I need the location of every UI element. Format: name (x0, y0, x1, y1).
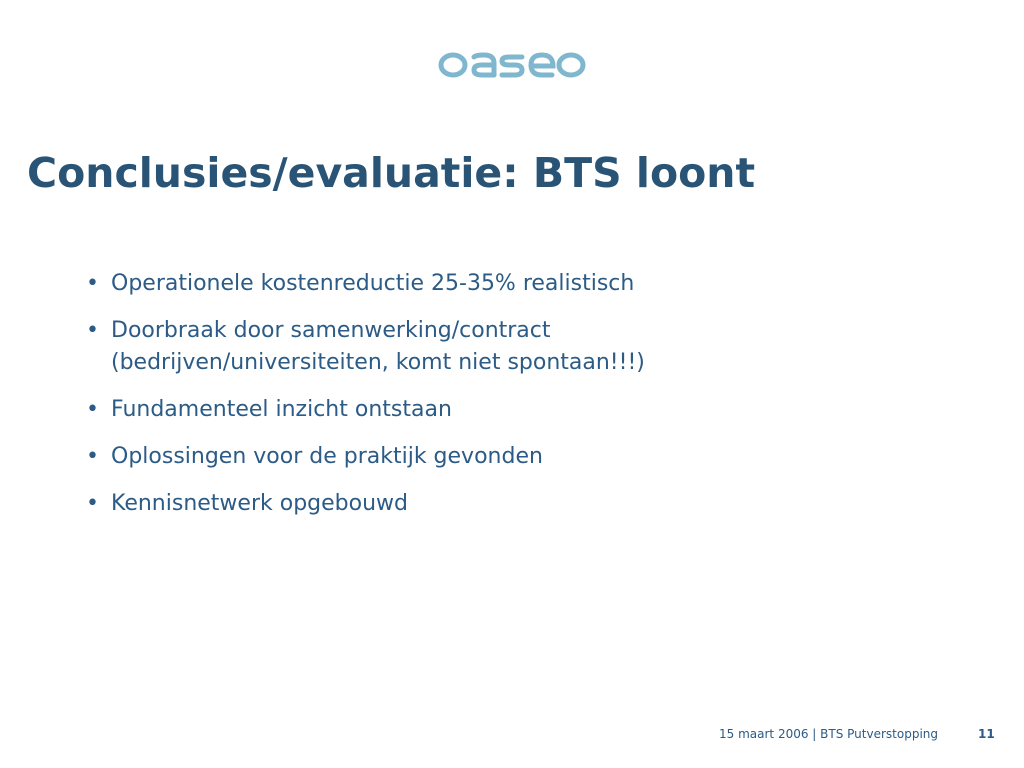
list-item (86, 441, 806, 473)
oaseo-logo (436, 44, 588, 84)
slide-title: Conclusies/evaluatie: BTS loont (27, 149, 756, 197)
list-item (86, 268, 806, 300)
bullet-text: Oplossingen voor de praktijk gevonden (111, 444, 543, 469)
list-item (86, 394, 806, 426)
bullet-text: Kennisnetwerk opgebouwd (111, 491, 408, 516)
bullet-mark: • (86, 397, 99, 422)
bullet-text: Fundamenteel inzicht ontstaan (111, 397, 452, 422)
bullet-mark: • (86, 318, 99, 343)
bullet-text: Doorbraak door samenwerking/contract (bedrijven/universiteiten, komt niet spontaan!!!) (111, 318, 645, 375)
footer-text: 15 maart 2006 | BTS Putverstopping (719, 727, 938, 741)
bullet-mark: • (86, 444, 99, 469)
list-item (86, 315, 806, 379)
page-number: 11 (978, 727, 995, 741)
bullet-mark: • (86, 491, 99, 516)
bullet-text: Operationele kostenreductie 25-35% realistisch (111, 271, 635, 296)
oaseo-logo-mark (436, 44, 588, 84)
list-item (86, 488, 806, 520)
bullet-mark: • (86, 271, 99, 296)
bullet-list (86, 268, 806, 535)
